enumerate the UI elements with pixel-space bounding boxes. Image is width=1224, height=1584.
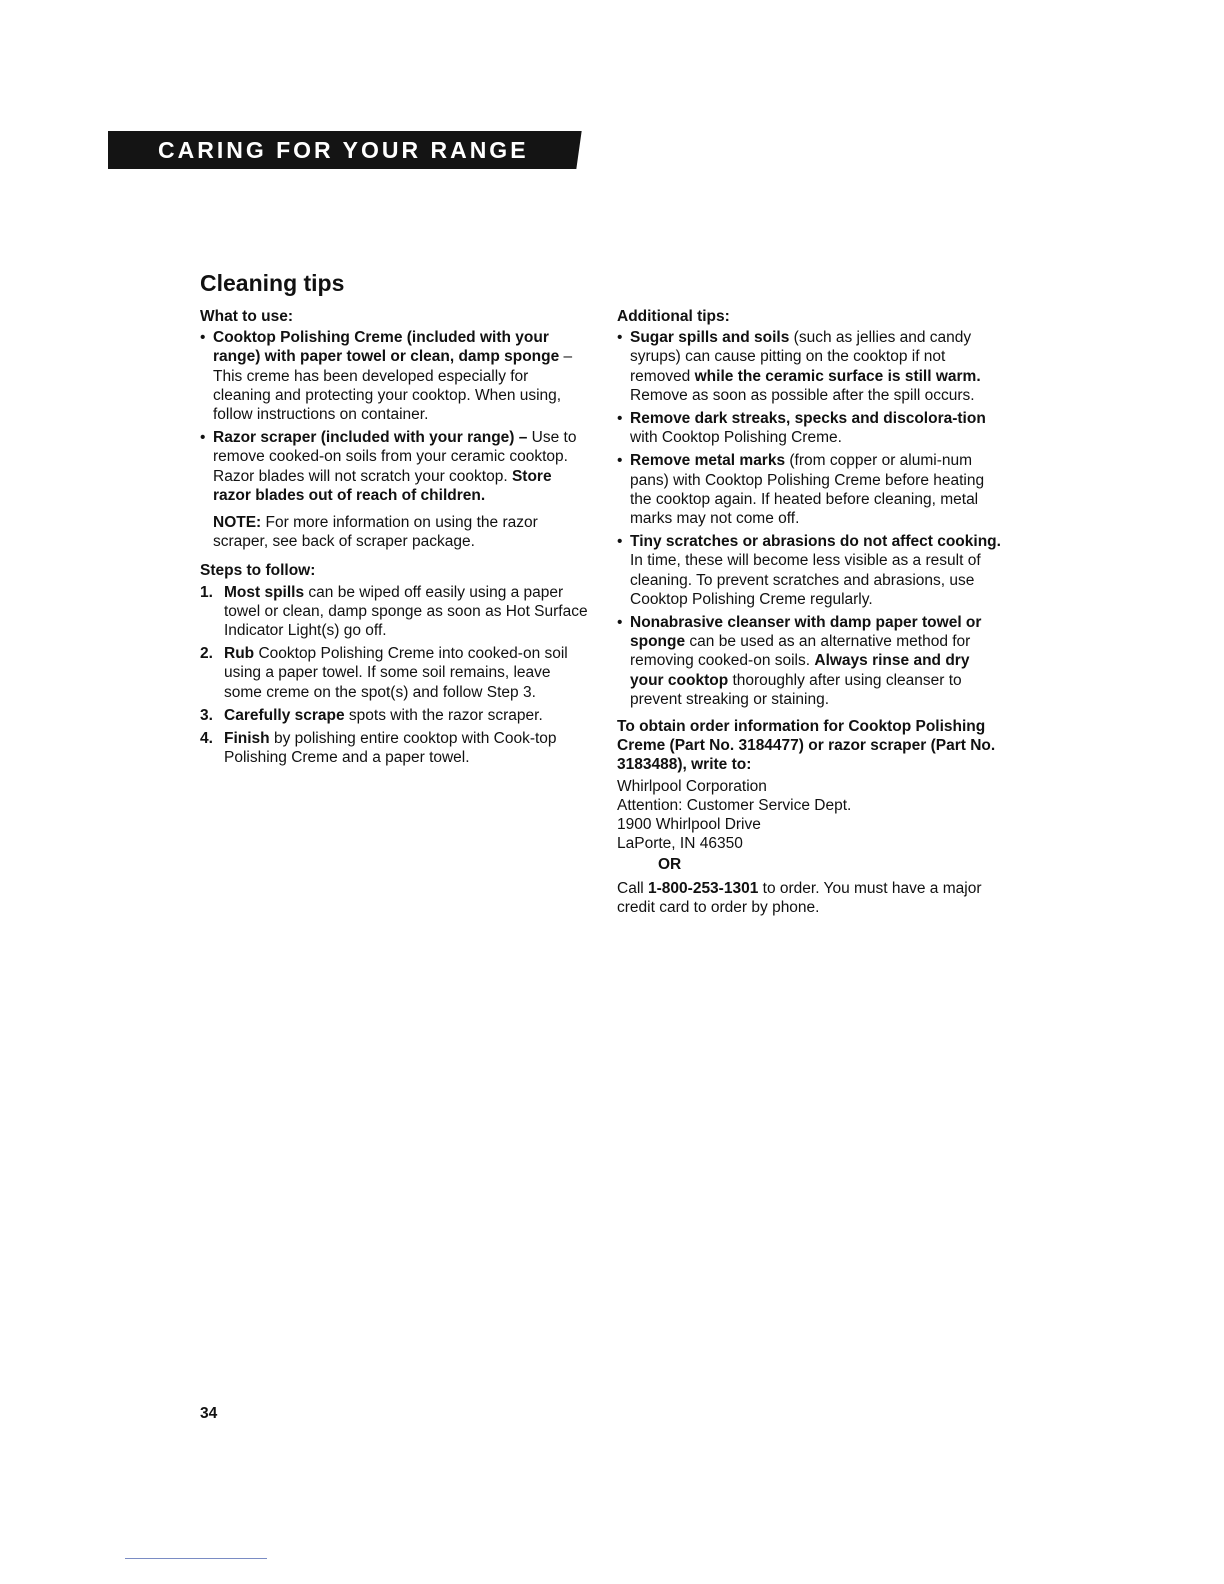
additional-tips-heading: Additional tips: [617,308,730,325]
address-line: Whirlpool Corporation [617,777,767,795]
step-text: by polishing entire cooktop with Cook-top Polishing Creme and a paper towel. [224,730,557,767]
item-bold: Razor scraper (included with your range) – [213,429,528,447]
tip-text-2: thoroughly after using cleanser to prevent streaking or staining. [630,671,962,708]
step-bold: Carefully scrape [224,706,345,724]
tip-bold: Nonabrasive cleanser with damp paper towel or sponge [630,614,982,651]
note-label: NOTE: [213,514,262,532]
call-suffix: to order. You must have a major credit card to order by phone. [617,879,982,916]
step-item [200,644,590,702]
step-text: spots with the razor scraper. [344,706,543,724]
list-item [617,532,1002,609]
step-bold: Most spills [224,583,305,601]
list-item [617,409,1002,447]
step-item [200,706,590,725]
list-item [200,428,590,505]
step-number: 4. [200,730,213,748]
note-text: For more information on using the razor scraper, see back of scraper package. [213,514,538,551]
left-column [200,307,590,771]
item-bold: Cooktop Polishing Creme (included with your range) with paper towel or clean, damp sponge [213,329,560,366]
bottom-rule [125,1558,267,1559]
tip-bold: Tiny scratches or abrasions do not affect cooking. [630,533,1001,551]
order-info-heading: To obtain order information for Cooktop Polishing Creme (Part No. 3184477) or razor scraper (Part No. 3183488), write to: [617,718,996,774]
or-separator: OR [658,856,682,874]
page-number: 34 [200,1405,218,1422]
additional-tips-list [617,328,1002,709]
step-number: 1. [200,583,213,601]
tip-bold: Sugar spills and soils [630,329,790,347]
steps-heading: Steps to follow: [200,562,316,580]
tip-bold: Remove dark streaks, specks and discolora-tion [630,410,986,428]
step-bold: Finish [224,730,270,748]
banner-title: CARING FOR YOUR RANGE [158,137,529,163]
tip-text: (from copper or alumi-num pans) with Cooktop Polishing Creme before heating the cooktop again. If heated before cleaning, metal marks may not come off. [630,452,985,528]
step-bold: Rub [224,645,255,663]
tip-bold-2: Always rinse and dry your cooktop [630,652,970,689]
tip-bold: Remove metal marks [630,452,786,470]
tip-text: with Cooktop Polishing Creme. [630,429,842,447]
what-to-use-list [200,328,590,505]
section-banner [108,131,573,169]
mailing-address [617,777,1002,854]
step-item [200,729,590,767]
list-item [617,613,1002,709]
note-paragraph [213,513,590,551]
tip-bold-2: while the ceramic surface is still warm. [694,367,981,385]
phone-number: 1-800-253-1301 [648,879,759,897]
steps-list [200,583,590,768]
list-item [200,328,590,424]
step-item [200,583,590,641]
step-text: Cooktop Polishing Creme into cooked-on soil using a paper towel. If some soil remains, leave some creme on the spot(s) and follow Step 3. [224,645,568,701]
step-text: can be wiped off easily using a paper towel or clean, damp sponge as soon as Hot Surface Indicator Light(s) go off. [224,583,588,640]
call-prefix: Call [617,879,649,897]
address-line: LaPorte, IN 46350 [617,835,743,853]
tip-text-2: Remove as soon as possible after the spill occurs. [630,386,975,404]
item-text: Use to remove cooked-on soils from your ceramic cooktop. Razor blades will not scratch your cooktop. [213,429,577,485]
page-title: Cleaning tips [200,270,345,296]
list-item [617,328,1002,405]
tip-text: can be used as an alternative method for removing cooked-on soils. [630,633,971,670]
tip-text: In time, these will become less visible as a result of cleaning. To prevent scratches and abrasions, use Cooktop Polishing Creme regularly. [630,552,981,608]
address-line: 1900 Whirlpool Drive [617,816,761,834]
list-item [617,451,1002,528]
call-to-order [617,879,1002,917]
item-text: –This creme has been developed especially for cleaning and protecting your cooktop. When using, follow instructions on container. [213,348,573,424]
tip-text: (such as jellies and candy syrups) can cause pitting on the cooktop if not removed [630,329,972,385]
step-number: 2. [200,645,213,663]
right-column [617,307,1002,917]
what-to-use-heading: What to use: [200,308,293,325]
address-line: Attention: Customer Service Dept. [617,796,852,814]
step-number: 3. [200,706,213,724]
item-warning: Store razor blades out of reach of children. [213,467,552,504]
